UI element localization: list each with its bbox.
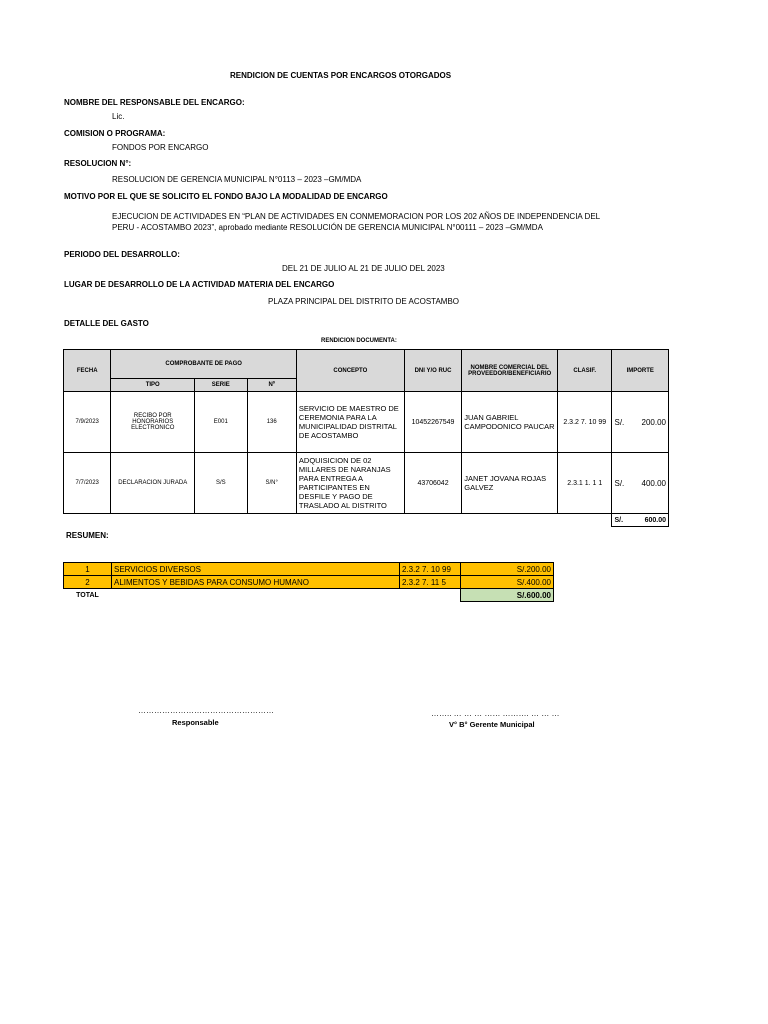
resumen-total-value: S/.600.00 (461, 589, 554, 602)
cell-dni: 10452267549 (404, 392, 461, 453)
currency-symbol: S/. (614, 417, 625, 427)
responsable-signature-line: …………………………………………… (138, 706, 274, 715)
resolucion-label: RESOLUCION N°: (64, 159, 132, 168)
responsable-signature-label: Responsable (172, 718, 219, 727)
header-numero: Nº (247, 379, 296, 392)
responsable-label: NOMBRE DEL RESPONSABLE DEL ENCARGO: (64, 98, 245, 107)
cell-numero: 136 (247, 392, 296, 453)
header-proveedor: NOMBRE COMERCIAL DEL PROVEEDOR/BENEFICIARIO (462, 350, 558, 392)
resumen-num: 1 (64, 563, 112, 576)
cell-serie: S/S (195, 453, 247, 514)
resumen-monto: S/.400.00 (461, 576, 554, 589)
detalle-label: DETALLE DEL GASTO (64, 319, 149, 328)
table-row (64, 453, 669, 514)
currency-symbol: S/. (614, 478, 625, 488)
resumen-monto: S/.200.00 (461, 563, 554, 576)
lugar-label: LUGAR DE DESARROLLO DE LA ACTIVIDAD MATERIA DEL ENCARGO (64, 280, 335, 289)
resumen-desc: SERVICIOS DIVERSOS (112, 563, 400, 576)
resumen-num: 2 (64, 576, 112, 589)
header-dni: DNI Y/O RUC (404, 350, 461, 392)
cell-clasif: 2.3.2 7. 10 99 (558, 392, 612, 453)
cell-concepto: ADQUISICION DE 02 MILLARES DE NARANJAS PARA ENTREGA A PARTICIPANTES EN DESFILE Y PAGO DE TRASLADO AL DISTRITO (296, 453, 404, 514)
cell-serie: E001 (195, 392, 247, 453)
cell-proveedor: JANET JOVANA ROJAS GALVEZ (462, 453, 558, 514)
cell-importe (612, 453, 669, 514)
header-serie: SERIE (195, 379, 247, 392)
header-fecha: FECHA (64, 350, 111, 392)
table-row (64, 392, 669, 453)
cell-tipo: RECIBO POR HONORARIOS ELECTRONICO (111, 392, 195, 453)
resumen-row (64, 576, 554, 589)
resumen-label: RESUMEN: (66, 531, 109, 540)
resolucion-value: RESOLUCION DE GERENCIA MUNICIPAL N°0113 – 2023 –GM/MDA (112, 175, 362, 184)
cell-concepto: SERVICIO DE MAESTRO DE CEREMONIA PARA LA MUNICIPALIDAD DISTRITAL DE ACOSTAMBO (296, 392, 404, 453)
resumen-row (64, 563, 554, 576)
comision-label: COMISION O PROGRAMA: (64, 129, 166, 138)
total-importe (612, 514, 669, 527)
cell-fecha: 7/7/2023 (64, 453, 111, 514)
motivo-label: MOTIVO POR EL QUE SE SOLICITO EL FONDO BAJO LA MODALIDAD DE ENCARGO (64, 192, 388, 201)
cell-fecha: 7/9/2023 (64, 392, 111, 453)
header-clasif: CLASIF. (558, 350, 612, 392)
gerente-signature-line: …….. … … … …… ………. … … … (431, 709, 560, 718)
header-comprobante: COMPROBANTE DE PAGO (111, 350, 297, 379)
motivo-line-1: EJECUCION DE ACTIVIDADES EN “PLAN DE ACTIVIDADES EN CONMEMORACION POR LOS 202 AÑOS DE INDEPENDENCIA DEL (112, 212, 601, 221)
currency-symbol: S/. (614, 516, 624, 524)
header-concepto: CONCEPTO (296, 350, 404, 392)
cell-clasif: 2.3.1 1. 1 1 (558, 453, 612, 514)
periodo-value: DEL 21 DE JULIO AL 21 DE JULIO DEL 2023 (282, 264, 445, 273)
importe-amount: 200.00 (641, 417, 666, 427)
resumen-total-label: TOTAL (76, 591, 99, 599)
lugar-value: PLAZA PRINCIPAL DEL DISTRITO DE ACOSTAMBO (268, 297, 460, 306)
gerente-signature-label: V° B° Gerente Municipal (449, 720, 535, 729)
resumen-total-row (64, 589, 554, 602)
periodo-label: PERIODO DEL DESARROLLO: (64, 250, 180, 259)
cell-numero: S/N° (247, 453, 296, 514)
importe-amount: 400.00 (641, 478, 666, 488)
total-row (64, 514, 669, 527)
motivo-line-2: PERU - ACOSTAMBO 2023”, aprobado mediante RESOLUCIÓN DE GERENCIA MUNICIPAL N°00111 – 2023 –GM/MDA (112, 223, 543, 232)
cell-tipo: DECLARACION JURADA (111, 453, 195, 514)
cell-dni: 43706042 (404, 453, 461, 514)
header-tipo: TIPO (111, 379, 195, 392)
page-title: RENDICION DE CUENTAS POR ENCARGOS OTORGADOS (230, 71, 452, 80)
cell-proveedor: JUAN GABRIEL CAMPODONICO PAUCAR (462, 392, 558, 453)
responsable-value: Lic. (112, 112, 125, 121)
resumen-clasif: 2.3.2 7. 10 99 (400, 563, 461, 576)
cell-importe (612, 392, 669, 453)
resumen-desc: ALIMENTOS Y BEBIDAS PARA CONSUMO HUMANO (112, 576, 400, 589)
comision-value: FONDOS POR ENCARGO (112, 143, 209, 152)
resumen-table (63, 562, 554, 602)
header-importe: IMPORTE (612, 350, 669, 392)
gastos-table (63, 349, 669, 527)
total-amount: 600.00 (644, 516, 666, 524)
resumen-clasif: 2.3.2 7. 11 5 (400, 576, 461, 589)
rendicion-subtitle: RENDICION DOCUMENTA: (321, 338, 397, 344)
